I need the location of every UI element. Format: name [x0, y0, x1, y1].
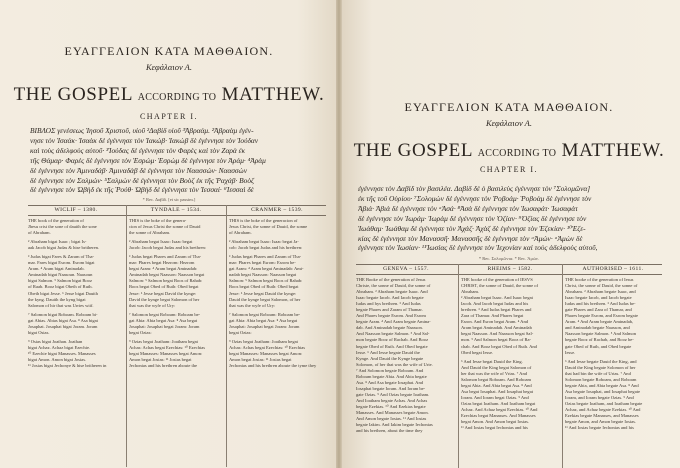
- column-line: begate Ezekias. ¹⁰ And Ezekias begate: [356, 403, 426, 409]
- greek-line: Ἀβιά· Ἀβιὰ δὲ ἐγέννησε τὸν ᵃἈσά· ⁸Ἀσὰ δὲ ἐγέννησε τὸν Ἰωσαφάτ· Ἰωσαφὰτ: [358, 203, 578, 213]
- column-line: Ioram. And Ioram begat Ozias. ⁹ And: [461, 394, 529, 400]
- column-rule: [562, 264, 563, 468]
- column-line: ¹⁰ Ezechie bigat Manasses. Manasses: [28, 350, 96, 356]
- greek-line: ἐγέννησε τὸν Δαβὶδ τὸν βασιλέα. Δαβὶδ δὲ ὁ βασιλεὺς ἐγέννησε τὸν ⁷Σολομῶνα]: [358, 184, 591, 193]
- column-text-wiclif: [28, 218, 124, 369]
- column-line: Achaz, and Achaz begate Ezekias. ¹⁰ And: [565, 406, 641, 412]
- greek-line: ἐγέννησε τὸν Ἰωσίαν· ¹¹Ἰωσίας δὲ ἐγέννησε τὸν Ἰεχονίαν καὶ τοὺς ἀδελφοὺς αὐτοῦ,: [358, 243, 598, 253]
- greek-line: ἐκ τῆς τοῦ Οὐρίου· ⁷Σολομὼν δὲ ἐγέννησε τὸν Ῥοβοάμ· Ῥοβοὰμ δὲ ἐγέννησε τὸν: [358, 193, 592, 203]
- column-line: cob: Jacob begat Judas and his brethren:: [229, 245, 303, 251]
- column-line: Jechonias and his brethren aboute the: [129, 363, 198, 369]
- column-line: that was the wyfe of Ury:: [129, 302, 176, 308]
- column-line: ⁶ And Iesse begat Dauid the King.: [461, 358, 523, 364]
- column-line: Josaphat: Josaphat begat Joram: Joram: [129, 323, 200, 329]
- column-line: Salmon: ⁵ Salmon begat Boos of Rahab:: [129, 278, 203, 284]
- column-line: of Abraham.: [28, 230, 51, 236]
- column-line: And Dauid the King begat Salomon of: [461, 364, 532, 370]
- column-line: Salomon begat Roboam. And Roboam: [461, 376, 532, 382]
- column-line: bigat Osias.: [28, 329, 50, 335]
- column-line: ² Abraham begat Isaac: Isaac begat: [129, 239, 193, 245]
- column-line: begat Manasses: Manasses begat Amon:: [129, 350, 203, 356]
- column-line: and Aminadab begate Naasson, and: [565, 325, 630, 331]
- book-gutter: [336, 0, 342, 468]
- chapter-heading: CHAPTER I.: [479, 165, 539, 174]
- column-line: begate Obed of Ruth. And Obed begate: [356, 343, 428, 349]
- column-line: Naasson begate Salmon. ⁵ And Salmon: [565, 331, 637, 337]
- column-line: Kynge. And Dauid the Kynge begate: [356, 355, 424, 361]
- column-line: Aram. ⁴ Aram bigat Aminadab.: [28, 266, 85, 272]
- divider: [356, 274, 662, 275]
- column-line: Solomon begate Roboam, and Roboam: [565, 376, 637, 382]
- column-line: Achas: Achas begat Ezechias: ¹⁰ Ezechias: [129, 344, 206, 350]
- column-line: Abraham.: [461, 289, 480, 295]
- column-line: the sonne of Abraham.: [129, 230, 171, 236]
- column-line: ⁹ Ozias begat Joatham: Joatham begat: [129, 338, 198, 344]
- column-line: Achas: Achas begat Ezechias: ¹⁰ Ezechias: [229, 344, 306, 350]
- column-line: begat Abia. And Abia begat Asa. ⁸ And: [461, 382, 532, 388]
- column-line: ¹¹ Josias bigat Jechonye & hise britheren in: [28, 363, 107, 369]
- column-line: begat Amon. And Amon begat Iosias.: [461, 419, 530, 425]
- greek-line: δὲ ἐγέννησε τὸν Ἰωράμ· Ἰωρὰμ δὲ ἐγέννησε τὸν Ὀζίαν· ⁹Ὀζίας δὲ ἐγέννησε τὸν: [358, 213, 587, 223]
- column-rule: [226, 205, 227, 467]
- column-line: Salomon of hir that was Urries wiif.: [28, 302, 94, 308]
- column-line: begat Aram: ⁴ Aram begat Aminadab:: [129, 266, 198, 272]
- column-line: gate Phares and Zara of Thamar, and: [565, 307, 632, 313]
- column-line: Isaac begate Iacob. And Iacob begate: [356, 295, 424, 301]
- column-line: of Raab. Booz bigat Obeth of Ruth.: [28, 284, 93, 290]
- column-line: chab. And Booz begat Obed of Ruth. And: [461, 343, 537, 349]
- column-line: mar. Fares bigat Esrom. Esrom bigat: [28, 260, 95, 266]
- greek-line: Ἰωάθαμ· Ἰωάθαμ δὲ ἐγέννησε τὸν Ἀχάζ· Ἀχὰζ δὲ ἐγέννησε τὸν Ἐζεκίαν· ¹⁰Ἐζε-: [358, 223, 586, 233]
- greek-text-block: [30, 126, 324, 195]
- column-line: mar: Phares begat Hezrom: Hezrom: [129, 260, 195, 266]
- column-line: Abraham. ² Abraham begate Isaac. And: [356, 289, 428, 295]
- column-line: Ioram, and Ioram begate Ozias. ⁹ And: [565, 394, 634, 400]
- column-line: nadab begat Naasson: Naasson begat: [229, 272, 297, 278]
- column-line: ³ Judas bigat Fares & Zaram of Tha-: [28, 254, 95, 260]
- column-line: And Ioatham begate Achas. And Achas: [356, 397, 428, 403]
- column-heading-rheims: RHEIMS – 1582.: [487, 266, 533, 272]
- column-line: Abraham. ² Abraham begate Isaac, and: [565, 289, 636, 295]
- column-line: Josaphat. Josaphat bigat Joram. Joram: [28, 323, 98, 329]
- right-page: [338, 0, 680, 468]
- column-line: Zara of Thamar. And Phares begat: [461, 313, 524, 319]
- column-line: Christ, the sonne of Dauid, the sonne of: [565, 283, 638, 289]
- column-line: begat Manasses: Manasses begat Amon:: [229, 350, 303, 356]
- left-page: [0, 0, 338, 468]
- column-line: Jesse: ⁶ Jesse begat Dauid the kynge:: [229, 290, 297, 296]
- greek-footnote: * Rec. Σολομῶντα. * Rec. Ἀμών.: [478, 256, 540, 261]
- greek-line: κίας δὲ ἐγέννησε τὸν Μανασσῆ· Μανασσῆς δὲ ἐγέννησε τὸν ᵃἈμών· ᵃἈμὼν δὲ: [358, 233, 583, 243]
- column-heading-geneva: GENEVA – 1557.: [383, 266, 429, 272]
- column-line: begate Phares and Zaram of Thamar.: [356, 307, 423, 313]
- column-line: begate Abia, and Abia begate Asa. ⁸ And: [565, 382, 639, 388]
- column-line: Boos begat Obed of Ruth: Obed begat: [129, 284, 199, 290]
- column-line: that was the wyfe of Ury:: [229, 302, 276, 308]
- gospel-title-main: THE GOSPEL: [353, 140, 473, 161]
- column-line: Jacob: Jacob begat Judas and his brethren:: [129, 245, 207, 251]
- greek-line: τῆς Θάμαρ· Φαρὲς δὲ ἐγέννησε τὸν Ἐσρώμ· Ἐσρὼμ δὲ ἐγέννησε τὸν Ἀράμ· ⁴Ἀρὰμ: [30, 155, 266, 165]
- column-line: And Amon begate Iosias. ¹¹ And Iosias: [356, 416, 427, 422]
- greek-line: δὲ ἐγέννησε τὸν Ὠβὴδ ἐκ τῆς Ῥούθ· Ὠβὴδ δὲ ἐγέννησε τὸν Ἰεσσαί· ⁶Ἰεσσαὶ δὲ: [30, 185, 254, 195]
- column-line: begate Amon, and Amon begate Iosias.: [565, 419, 637, 425]
- column-line: Jesse: ⁶ Jesse begat David the kynge:: [129, 290, 197, 296]
- column-line: Iosaphat begate Ioram. And Ioram be-: [356, 385, 426, 391]
- column-line: THE book of the generation of: [28, 218, 84, 223]
- column-line: gate Obed of Ruth, and Obed begate: [565, 343, 632, 349]
- column-line: ² Abraham begat Isaac. And Isaac begat: [461, 295, 533, 301]
- divider: [28, 205, 326, 206]
- column-line: and his brethren, about the time they: [356, 428, 423, 434]
- column-line: ⁷ Salomon begat Roboam: Roboam be-: [229, 311, 301, 317]
- greek-text-block: [358, 184, 658, 253]
- column-line: Obed begat Iesse.: [461, 349, 494, 355]
- greek-line: δὲ ἐγέννησε τὸν Ἀμιναδάβ· Ἀμιναδὰβ δὲ ἐγέννησε τὸν Ναασσών· Ναασσὼν: [30, 165, 248, 175]
- column-heading-wiclif: WICLIF – 1380.: [54, 207, 98, 213]
- column-line: THE booke of the generation of IESVS: [461, 277, 533, 282]
- column-line: Aminadab begat Naasson: Naasson begat: [129, 272, 205, 278]
- column-line: THIS is the boke of the generacion of: [229, 218, 298, 223]
- gospel-title-matthew: MATTHEW.: [221, 84, 325, 105]
- column-line: gat Abia: Abia begat Asa: ⁸ Asa begat: [129, 317, 198, 323]
- column-line: bigat Salmon. ⁵ Salmon bigat Booz: [28, 278, 92, 284]
- column-rule: [458, 264, 459, 468]
- column-line: bigat Amon. Amon bigat Josias.: [28, 356, 87, 362]
- column-line: Jesus Christ, the sonne of Dauid, the sonne: [229, 224, 308, 230]
- column-line: Dauid the kynge begat Salomon, of her: [229, 296, 301, 302]
- column-line: Amon begat Josias: ¹¹ Josias begat: [229, 356, 292, 362]
- column-line: ⁹ Ozias begat Joatham: Joatham begat: [229, 338, 298, 344]
- column-rule: [126, 205, 127, 467]
- column-line: And Naasson begate Salmon. ⁵ And Sal-: [356, 331, 430, 337]
- column-line: ³ Judas begat Phares and Zaram of Tha-: [229, 254, 302, 260]
- column-line: Esron. And Esron begat Aram. ⁴ And: [461, 319, 529, 325]
- divider: [356, 264, 662, 265]
- column-line: Obeth bigat Jesse. ⁶ Jesse bigat Dauith: [28, 290, 98, 296]
- gospel-title-according: ACCORDING TO: [137, 92, 217, 103]
- column-line: Aram. ⁴ And Aram begate Aminadab,: [565, 319, 634, 325]
- column-heading-cranmer: CRANMER – 1539.: [251, 207, 303, 213]
- column-line: Dauid the King begate Solomon of her: [565, 364, 636, 370]
- column-line: Asa begate Iosaphat, and Iosaphat begate: [565, 388, 640, 394]
- column-line: mon. ⁵ And Salmon begat Booz of Ra-: [461, 337, 532, 343]
- column-line: bigat Achaz. Achaz bigat Ezechie.: [28, 344, 91, 350]
- column-line: ⁷ And Solomon begate Roboam. And: [356, 367, 424, 373]
- column-line: ² Abraham bigat Isaac ; bigat Is-: [28, 239, 87, 245]
- column-line: And Phares begate Esrom. And Esrom: [356, 313, 426, 319]
- column-line: Manasses. And Manasses begate Amon.: [356, 410, 429, 416]
- column-line: Ozias begat Ioatham. And Ioatham begat: [461, 400, 536, 406]
- column-line: begate Iakim. And Iakim begate Iechonias: [356, 422, 433, 428]
- column-line: begate Booz of Rachab, and Booz be-: [565, 337, 634, 343]
- column-line: dab. And Aminadab begate Naasson.: [356, 325, 423, 331]
- column-line: her that was the wife of Vrias. ⁷ And: [461, 370, 528, 376]
- column-line: the kyng. Dauith the kyng bigat: [28, 296, 86, 302]
- divider: [28, 215, 326, 216]
- greek-line: ΒΙΒΛΟΣ γενέσεως Ἰησοῦ Χριστοῦ, υἱοῦ ²Δαβὶδ υἱοῦ ³Ἀβραάμ. ²Ἀβραὰμ ἐγέν-: [30, 126, 254, 135]
- column-line: THE booke of the generation of Iesus: [565, 277, 634, 282]
- column-line: Salmon: ⁵ Salmon begat Boos of Rahab:: [229, 278, 303, 284]
- column-line: Roboam begate Abia. And Abia begate: [356, 373, 427, 379]
- column-line: Iesse. ⁶ And Iesse begate Dauid the: [356, 349, 420, 355]
- column-line: ⁷ Salomon bigat Roboam. Roboam bi-: [28, 311, 98, 317]
- column-line: ³ Judas begat Phares and Zaram of Tha-: [129, 254, 202, 260]
- greek-title: ΕΥΑΓΓΕΛΙΟΝ ΚΑΤΑ ΜΑΘΘΑΙΟΝ.: [64, 44, 274, 58]
- column-line: CHRIST, the sonne of Dauid, the sonne of: [461, 283, 539, 289]
- column-line: Isaac begate Iacob, and Iacob begate: [565, 295, 632, 301]
- column-line: Aram begat Aminadab. And Aminadab: [461, 325, 532, 331]
- column-line: THE Booke of the generation of Jesus: [356, 277, 426, 282]
- column-line: Boos begat Obed of Ruth: Obed begat: [229, 284, 299, 290]
- column-line: gate Ozias. ⁹ And Ozias begate Ioatham.: [356, 391, 430, 397]
- gospel-title: [0, 84, 338, 106]
- column-line: begate Aram. ⁴ And Aram begate Amina-: [356, 319, 431, 325]
- column-line: Asa begat Iosaphat. And Iosaphat begat: [461, 388, 533, 394]
- column-line: gat Abias. Abias bigat Asa. ⁸ Asa bigat: [28, 317, 98, 323]
- column-line: ¹¹ And Iosias begate Iechonias and his: [565, 425, 634, 431]
- column-line: of Abraham.: [229, 230, 252, 236]
- gospel-title-matthew: MATTHEW.: [561, 140, 665, 161]
- gospel-title-main: THE GOSPEL: [13, 84, 133, 105]
- column-line: gat Aram: ⁴ Aram begat Aminadab: Ami-: [229, 266, 304, 272]
- column-text-rheims: [461, 277, 560, 431]
- column-text-authorised: [565, 277, 662, 431]
- column-line: begat Ozias:: [129, 329, 152, 335]
- kefalaion-heading: Κεφάλαιον Α.: [146, 62, 192, 72]
- column-line: that had bin the wife of Urias. ⁷ And: [565, 370, 631, 376]
- column-line: brethren. ³ And Iudas begat Phares and: [461, 307, 532, 313]
- column-line: Iacob. And Iacob begat Iudas and his: [461, 301, 529, 307]
- column-line: THIS is the boke of the genera-: [129, 218, 187, 223]
- column-line: aak Jacob bigat Judas & hise britheren.: [28, 245, 100, 251]
- greek-line: δὲ ἐγέννησε τὸν Σαλμών· ⁵Σαλμὼν δὲ ἐγέννησε τὸν Βοὸζ ἐκ τῆς Ῥαχάβ· Βοὸζ: [30, 175, 255, 185]
- column-line: begat Ozias:: [229, 329, 252, 335]
- column-line: Josaphat: Josaphat begat Joram: Joram: [229, 323, 300, 329]
- column-line: David the kynge begat Salomon of her: [129, 296, 200, 302]
- chapter-heading: CHAPTER I.: [139, 112, 199, 121]
- column-line: Aminadab bigat Naasoun. Naasoun: [28, 272, 93, 278]
- column-line: Solomon, of her that was the wife of Urie.: [356, 361, 433, 367]
- column-line: ² Abraham begat Isaac: Isaac begat Ja-: [229, 239, 299, 245]
- column-line: gat Abia: Abia begat Asa: ⁸ Asa begat: [229, 317, 298, 323]
- column-line: Iesse.: [565, 349, 576, 355]
- column-line: ¹¹ And Iosias begat Iechonias and his: [461, 425, 528, 431]
- column-line: Amon begat Josias: ¹¹ Josias begat: [129, 356, 192, 362]
- kefalaion-heading: Κεφάλαιον Α.: [486, 118, 532, 128]
- column-line: ⁹ Osias bigat Joathan. Joathan: [28, 338, 83, 344]
- column-heading-tyndale: TYNDALE – 1534.: [150, 207, 202, 213]
- greek-title: ΕΥΑΓΓΕΛΙΟΝ ΚΑΤΑ ΜΑΘΘΑΙΟΝ.: [404, 100, 614, 114]
- column-text-cranmer: [229, 218, 326, 369]
- column-line: Iudas and his brethren. ³ And Iudas be-: [565, 301, 636, 307]
- column-line: ⁷ Salomon begat Roboam: Roboam be-: [129, 311, 201, 317]
- greek-footnote: * Rec. Δαβίδ. [et sic passim.]: [142, 197, 196, 202]
- column-line: Jhesu crist the sone of dauith the sone: [28, 224, 97, 230]
- column-line: mar: Phares begat Esrom: Esrom be-: [229, 260, 296, 266]
- column-line: Phares begate Esrom, and Esrom begate: [565, 313, 638, 319]
- column-heading-authorised: AUTHORISED – 1611.: [582, 266, 644, 272]
- column-line: ⁶ And Iesse begate Dauid the King, and: [565, 358, 637, 364]
- column-line: Asa. ⁸ And Asa begate Iosaphat. And: [356, 379, 423, 385]
- column-line: cion of Jesus Christ the sonne of Dauid: [129, 224, 201, 230]
- column-line: Ezechias begat Manasses. And Manasses: [461, 413, 536, 419]
- column-line: Jechonias and his brethren aboute the tyme they: [229, 363, 317, 369]
- gospel-title-according: ACCORDING TO: [477, 148, 557, 159]
- column-line: mon begate Booz of Rachab. And Booz: [356, 337, 429, 343]
- column-line: Christe, the sonne of Dauid, the sonne of: [356, 283, 431, 289]
- column-line: begat Naasson. And Naasson begat Sal-: [461, 331, 534, 337]
- greek-line: καὶ τοὺς ἀδελφοὺς αὐτοῦ· ³Ἰούδας δὲ ἐγέννησε τὸν Φαρὲς καὶ τὸν Ζαρὰ ἐκ: [30, 145, 246, 155]
- gospel-title: [338, 140, 680, 162]
- column-text-geneva: [356, 277, 456, 434]
- column-line: Achaz. And Achaz begat Ezechias. ¹⁰ And: [461, 406, 538, 412]
- greek-line: νησε τὸν Ἰσαάκ· Ἰσαὰκ δὲ ἐγέννησε τὸν Ἰακώβ· Ἰακὼβ δὲ ἐγέννησε τὸν Ἰούδαν: [30, 135, 259, 145]
- column-line: Ozias begate Ioatham, and Ioatham begate: [565, 400, 643, 406]
- column-text-tyndale: [129, 218, 224, 369]
- column-line: Iudas and hys brethren. ³ And Iudas: [356, 301, 421, 307]
- column-line: Ezekias begate Manasses, and Manasses: [565, 413, 639, 419]
